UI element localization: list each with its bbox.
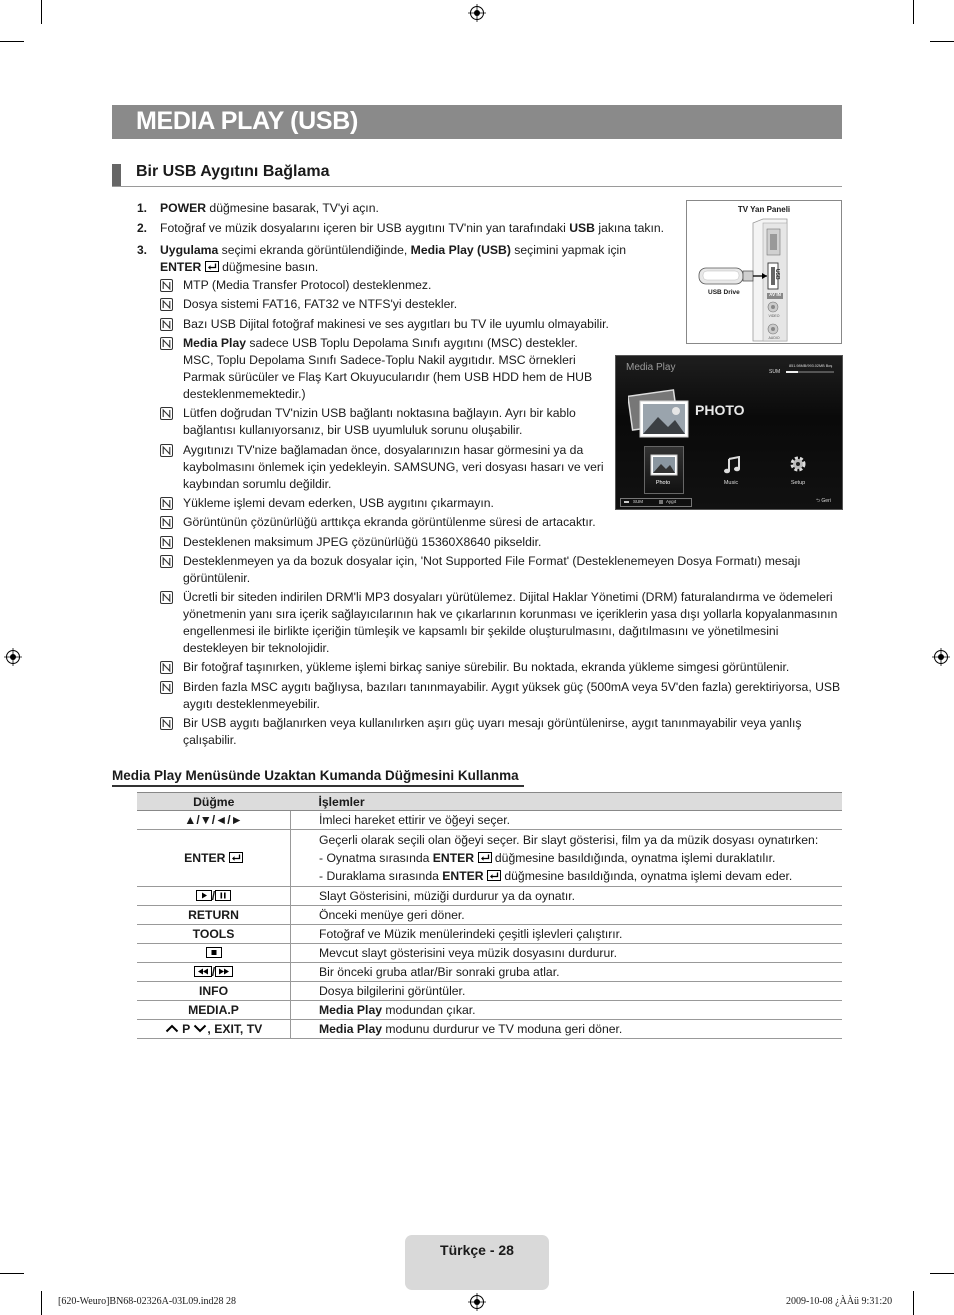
note-text: MSC, Toplu Depolama Sınıfı Sadece-Toplu Nakil aygıtıdır. MSC örnekleri (183, 353, 576, 367)
bottom-device-name: SUM (633, 499, 643, 504)
note-icon (160, 591, 173, 604)
note-text: Lütfen doğrudan TV'nizin USB bağlantı noktasına bağlayın. Ayrı bir kablo (183, 406, 576, 420)
bottom-device-action: Aygıt (666, 499, 677, 504)
photo-large-icon (628, 389, 692, 441)
note-text: engellenmesi ile birlikte içeriğin tümleşik ve kapsamlı bir şekilde oluşturulmasını, dağıtılmasını ve yönetilmesini (183, 624, 779, 638)
note-icon (160, 717, 173, 730)
step-1: 1. (137, 201, 148, 215)
enter-operation: Geçerli olarak seçili olan öğeyi seçer. Bir slayt gösterisi, film ya da müzik dosyası oynatırken: - Oynatma sırasında ENTER düğmesine basıldığında, oynatma işlemi duraklatılır. - Duraklama sırasında ENTER düğmesine basıldığında, oynatma işlemi devam eder. (291, 830, 843, 887)
music-icon (723, 456, 741, 474)
remote-button-table (137, 792, 842, 1039)
table-row (137, 963, 842, 982)
step-3-text-line2: ENTER düğmesine basın. (160, 260, 319, 274)
note-text: yönetmenin yanı sıra içerik sağlayıcılarının hak ve çıkarlarının korunması ve içeriklerin yasa dışı yollarla kopyalanmasının (183, 607, 838, 621)
table-row (137, 944, 842, 963)
note-text: destekleyen bir teknolojidir. (183, 641, 330, 655)
table-row (137, 887, 842, 906)
note-text: kaybından sorumlu değildir. (183, 477, 332, 491)
return-button: RETURN (137, 906, 291, 925)
av-in-label: AV IN (769, 292, 781, 297)
step-2: 2. (137, 221, 148, 235)
video-label: VIDEO (768, 314, 780, 318)
table-row (137, 906, 842, 925)
crop-mark (913, 0, 914, 24)
note-text: MTP (Media Transfer Protocol) desteklenmez. (183, 278, 432, 292)
crop-mark (0, 41, 24, 42)
table-row (137, 925, 842, 944)
fast-forward-icon (215, 966, 233, 977)
tools-operation: Fotoğraf ve Müzik menülerindeki çeşitli işlevleri çalıştırır. (291, 925, 843, 944)
back-button[interactable]: ⮌ Geri (816, 498, 831, 504)
section-header (112, 162, 842, 187)
note-text: bağlantısı kullanıyorsanız, bir USB uyumluluk sorunu oluşabilir. (183, 423, 523, 437)
note-text: Yükleme işlemi devam ederken, USB aygıtını çıkarmayın. (183, 496, 494, 510)
media-p-operation: Media Play modundan çıkar. (291, 1001, 843, 1020)
note-text: Parmak sürücüler ve Flaş Kart Okuyucularıdır (hem USB HDD hem de HUB (183, 370, 593, 384)
crop-mark (41, 1291, 42, 1315)
device-name: SUM (769, 369, 781, 375)
capacity-text: 851.98MB/993.02MB Boş (789, 364, 833, 368)
note-text: görüntülenir. (183, 571, 251, 585)
stop-operation: Mevcut slayt gösterisini veya müzik dosyasını durdurur. (291, 944, 843, 963)
footer-timestamp: 2009-10-08 ¿ÀÀü 9:31:20 (786, 1296, 893, 1307)
play-pause-button: / (137, 887, 291, 906)
note-text: çalışabilir. (183, 733, 237, 747)
page-number: Türkçe - 28 (440, 1242, 514, 1258)
return-operation: Önceki menüye geri döner. (291, 906, 843, 925)
chevron-down-icon (193, 1024, 207, 1033)
skip-buttons: / (137, 963, 291, 982)
bottom-device-bar (620, 498, 692, 507)
note-text: Desteklenmeyen ya da bozuk dosyalar için, 'Not Supported File Format' (Desteklenemeyen Dosya Formatı) mesajı (183, 554, 801, 568)
note-text: Görüntünün çözünürlüğü arttıkça ekranda görüntülenme süresi de artacaktır. (183, 515, 596, 529)
enter-icon (205, 261, 219, 272)
menu-item-photo[interactable]: Photo (655, 480, 671, 486)
setup-gear-icon (788, 454, 808, 474)
table-row (137, 1001, 842, 1020)
table-row (137, 830, 842, 887)
note-text: Birden fazla MSC aygıtı bağlıysa, bazıları tanınmayabilir. Aygıt yüksek güç (500mA veya 5V'den fazla) gerektiriyorsa, USB (183, 680, 841, 694)
page-number-tab (405, 1235, 549, 1290)
arrows-operation: İmleci hareket ettirir ve öğeyi seçer. (291, 811, 843, 830)
step-3: 3. (137, 243, 148, 257)
crop-mark (0, 1273, 24, 1274)
menu-item-music[interactable]: Music (723, 480, 739, 486)
footer-file-info: [620-Weuro]BN68-02326A-03L09.ind28 28 (58, 1296, 237, 1307)
table-row (137, 982, 842, 1001)
photo-icon (650, 454, 678, 476)
note-icon (160, 497, 173, 510)
crop-mark (930, 1273, 954, 1274)
subsection-underline (112, 785, 524, 787)
note-icon (160, 444, 173, 457)
rewind-icon (194, 966, 212, 977)
registration-mark-icon (468, 4, 486, 22)
page-title: MEDIA PLAY (USB) (136, 107, 359, 135)
skip-operation: Bir önceki gruba atlar/Bir sonraki gruba atlar. (291, 963, 843, 982)
registration-mark-icon (468, 1293, 486, 1311)
media-p-button: MEDIA.P (137, 1001, 291, 1020)
exit-operation: Media Play modunu durdurur ve TV moduna geri döner. (291, 1020, 843, 1039)
info-operation: Dosya bilgilerini görüntüler. (291, 982, 843, 1001)
figure-title: TV Yan Paneli (737, 205, 791, 214)
play-pause-operation: Slayt Gösterisini, müziği durdurur ya da oynatır. (291, 887, 843, 906)
note-text: aygıtı desteklenmeyebilir. (183, 697, 320, 711)
tv-side-panel-figure (686, 200, 842, 344)
note-text: Bir USB aygıtı bağlanırken veya kullanılırken aşırı güç uyarı mesajı görüntülenirse, aygıt tanınmayabilir veya yanlış (183, 716, 802, 730)
tools-button: TOOLS (137, 925, 291, 944)
registration-mark-icon (4, 648, 22, 666)
note-icon (160, 681, 173, 694)
section-marker (112, 164, 121, 186)
arrows-button: ▲/▼/◄/► (137, 811, 291, 830)
note-icon (160, 536, 173, 549)
note-icon (160, 298, 173, 311)
photo-big-label: PHOTO (695, 402, 745, 418)
note-text: desteklenmemektedir.) (183, 387, 306, 401)
note-icon (160, 516, 173, 529)
note-text: Media Play sadece USB Toplu Depolama Sınıfı aygıtını (MSC) destekler. (183, 336, 578, 350)
capacity-bar (786, 371, 834, 373)
note-icon (160, 318, 173, 331)
chevron-up-icon (165, 1024, 179, 1033)
note-icon (160, 555, 173, 568)
audio-label: AUDIO (768, 336, 780, 340)
stop-icon (206, 947, 222, 958)
crop-mark (930, 41, 954, 42)
tv-panel-illustration (687, 201, 841, 343)
note-icon (160, 661, 173, 674)
usb-drive-label: USB Drive (708, 289, 740, 296)
step-2-text: Fotoğraf ve müzik dosyalarını içeren bir USB aygıtını TV'nin yan tarafındaki USB jakına takın. (160, 221, 665, 235)
pause-icon (215, 890, 231, 901)
enter-icon (487, 870, 501, 881)
section-title: Bir USB Aygıtını Bağlama (136, 163, 330, 180)
table-row (137, 1020, 842, 1039)
note-icon (160, 337, 173, 350)
stop-button (137, 944, 291, 963)
note-text: Dosya sistemi FAT16, FAT32 ve NTFS'yi destekler. (183, 297, 458, 311)
subsection-title: Media Play Menüsünde Uzaktan Kumanda Düğmesini Kullanma (112, 768, 519, 783)
note-text: kaybolmasını önlemek için yedekleyin. SAMSUNG, veri dosyası hasarı ve veri (183, 460, 604, 474)
note-text: Aygıtınızı TV'nize bağlamadan önce, dosyalarınızın hasar görmesini ya da (183, 443, 584, 457)
note-icon (160, 407, 173, 420)
note-text: Bir fotoğraf taşınırken, yükleme işlemi birkaç saniye sürebilir. Bu noktada, ekranda yükleme simgesi görüntülenir. (183, 660, 790, 674)
media-play-title: Media Play (626, 362, 676, 373)
note-text: Ücretli bir siteden indirilen DRM'li MP3 dosyaları yürütülemez. Dijital Haklar Yönetimi (DRM) faturalandırma ve ödemeleri (183, 590, 833, 604)
exit-buttons: P , EXIT, TV (137, 1020, 291, 1039)
menu-item-setup[interactable]: Setup (790, 480, 806, 486)
play-icon (196, 890, 212, 901)
table-header-row (137, 793, 842, 811)
usb-port-label: USB (774, 269, 780, 280)
registration-mark-icon (932, 648, 950, 666)
crop-mark (41, 0, 42, 24)
table-header-button: Düğme (137, 793, 291, 811)
note-text: Bazı USB Dijital fotoğraf makinesi ve ses aygıtları bu TV ile uyumlu olmayabilir. (183, 317, 609, 331)
table-row (137, 811, 842, 830)
note-icon (160, 279, 173, 292)
enter-icon (229, 852, 243, 863)
step-3-text: Uygulama seçimi ekranda görüntülendiğinde, Media Play (USB) seçimini yapmak için (160, 243, 627, 257)
enter-button: ENTER (137, 830, 291, 887)
crop-mark (913, 1291, 914, 1315)
enter-icon (478, 852, 492, 863)
page-title-bar (112, 105, 842, 139)
media-play-screen-figure (615, 355, 843, 510)
info-button: INFO (137, 982, 291, 1001)
step-1-text: POWER düğmesine basarak, TV'yi açın. (160, 201, 379, 215)
table-header-operations: İşlemler (291, 793, 843, 811)
note-text: Desteklenen maksimum JPEG çözünürlüğü 15360X8640 pikseldir. (183, 535, 542, 549)
